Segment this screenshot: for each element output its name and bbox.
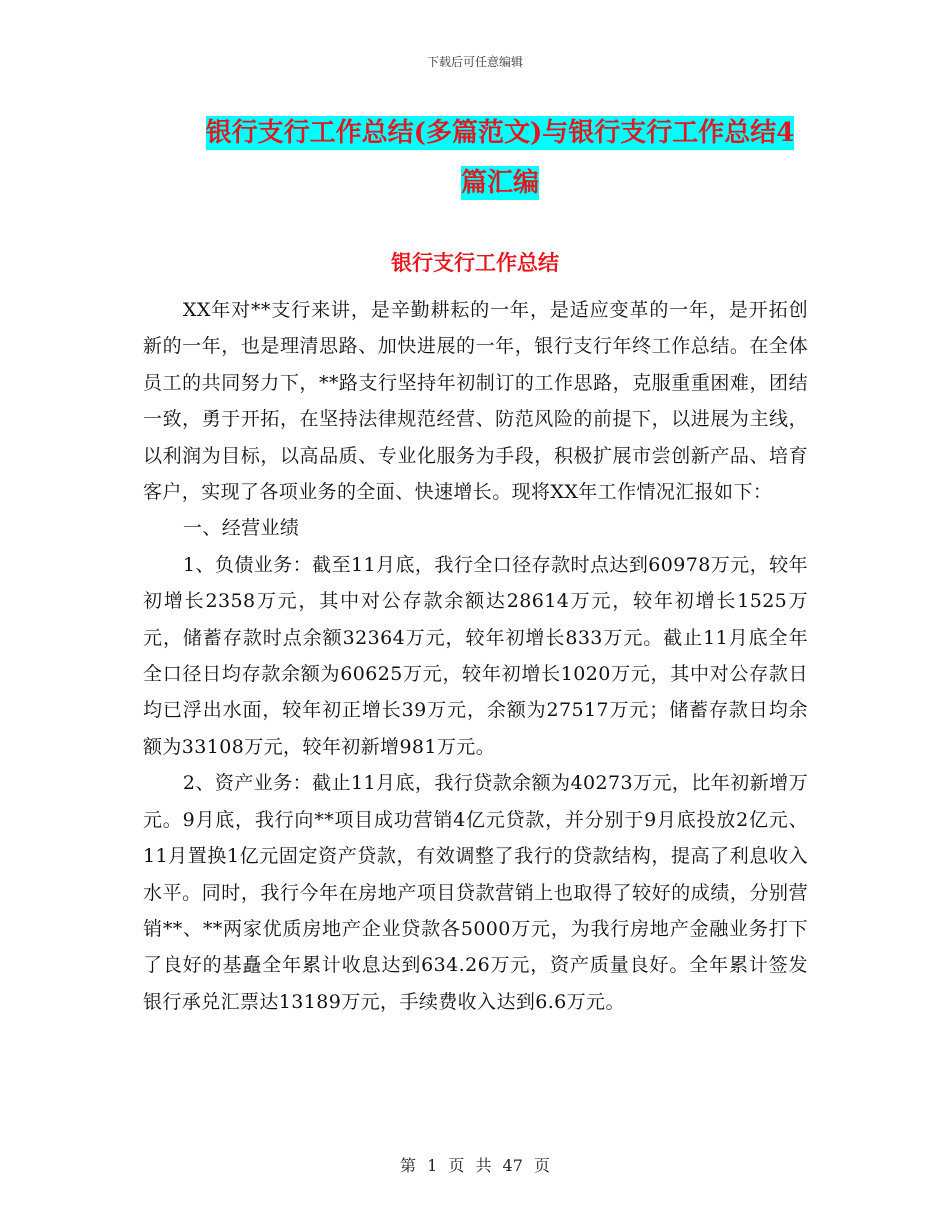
- document-title: [140, 108, 860, 208]
- paragraph-liabilities: 1、负债业务：截至11月底，我行全口径存款时点达到60978万元，较年初增长2358万元，其中对公存款余额达28614万元，较年初增长1525万元，储蓄存款时点余额32364万元，较年初增长833万元。截止11月底全年全口径日均存款余额为60625万元，较年初增长1020万元，其中对公存款日均已浮出水面，较年初正增长39万元，余额为27517万元；储蓄存款日均余额为33108万元，较年初新增981万元。: [143, 553, 808, 758]
- paragraph-assets: 2、资产业务：截止11月底，我行贷款余额为40273万元，比年初新增万元。9月底，我行向**项目成功营销4亿元贷款，并分别于9月底投放2亿元、11月置换1亿元固定资产贷款，有效调整了我行的贷款结构，提高了利息收入水平。同时，我行今年在房地产项目贷款营销上也取得了较好的成绩，分别营销**、**两家优质房地产企业贷款各5000万元，为我行房地产金融业务打下了良好的基矗全年累计收息达到634.26万元，资产质量良好。全年累计签发银行承兑汇票达13189万元，手续费收入达到6.6万元。: [143, 772, 808, 1013]
- paragraph-intro: XX年对**支行来讲，是辛勤耕耘的一年，是适应变革的一年，是开拓创新的一年，也是理清思路、加快进展的一年，银行支行年终工作总结。在全体员工的共同努力下，**路支行坚持年初制订的工作思路，克服重重困难，团结一致，勇于开拓，在坚持法律规范经营、防范风险的前提下，以进展为主线，以利润为目标，以高品质、专业化服务为手段，积极扩展市尝创新产品、培育客户，实现了各项业务的全面、快速增长。现将XX年工作情况汇报如下：: [143, 299, 808, 504]
- page-footer: 第 1 页 共 47 页: [400, 1156, 550, 1175]
- document-title-line2: 篇汇编: [460, 168, 539, 198]
- paragraph-heading-performance: 一、经营业绩: [182, 517, 300, 540]
- body-text: [143, 292, 808, 1020]
- section-title: 银行支行工作总结: [391, 250, 559, 275]
- document-title-line1: 银行支行工作总结(多篇范文)与银行支行工作总结4: [205, 118, 795, 148]
- header-note: 下载后可任意编辑: [426, 55, 523, 69]
